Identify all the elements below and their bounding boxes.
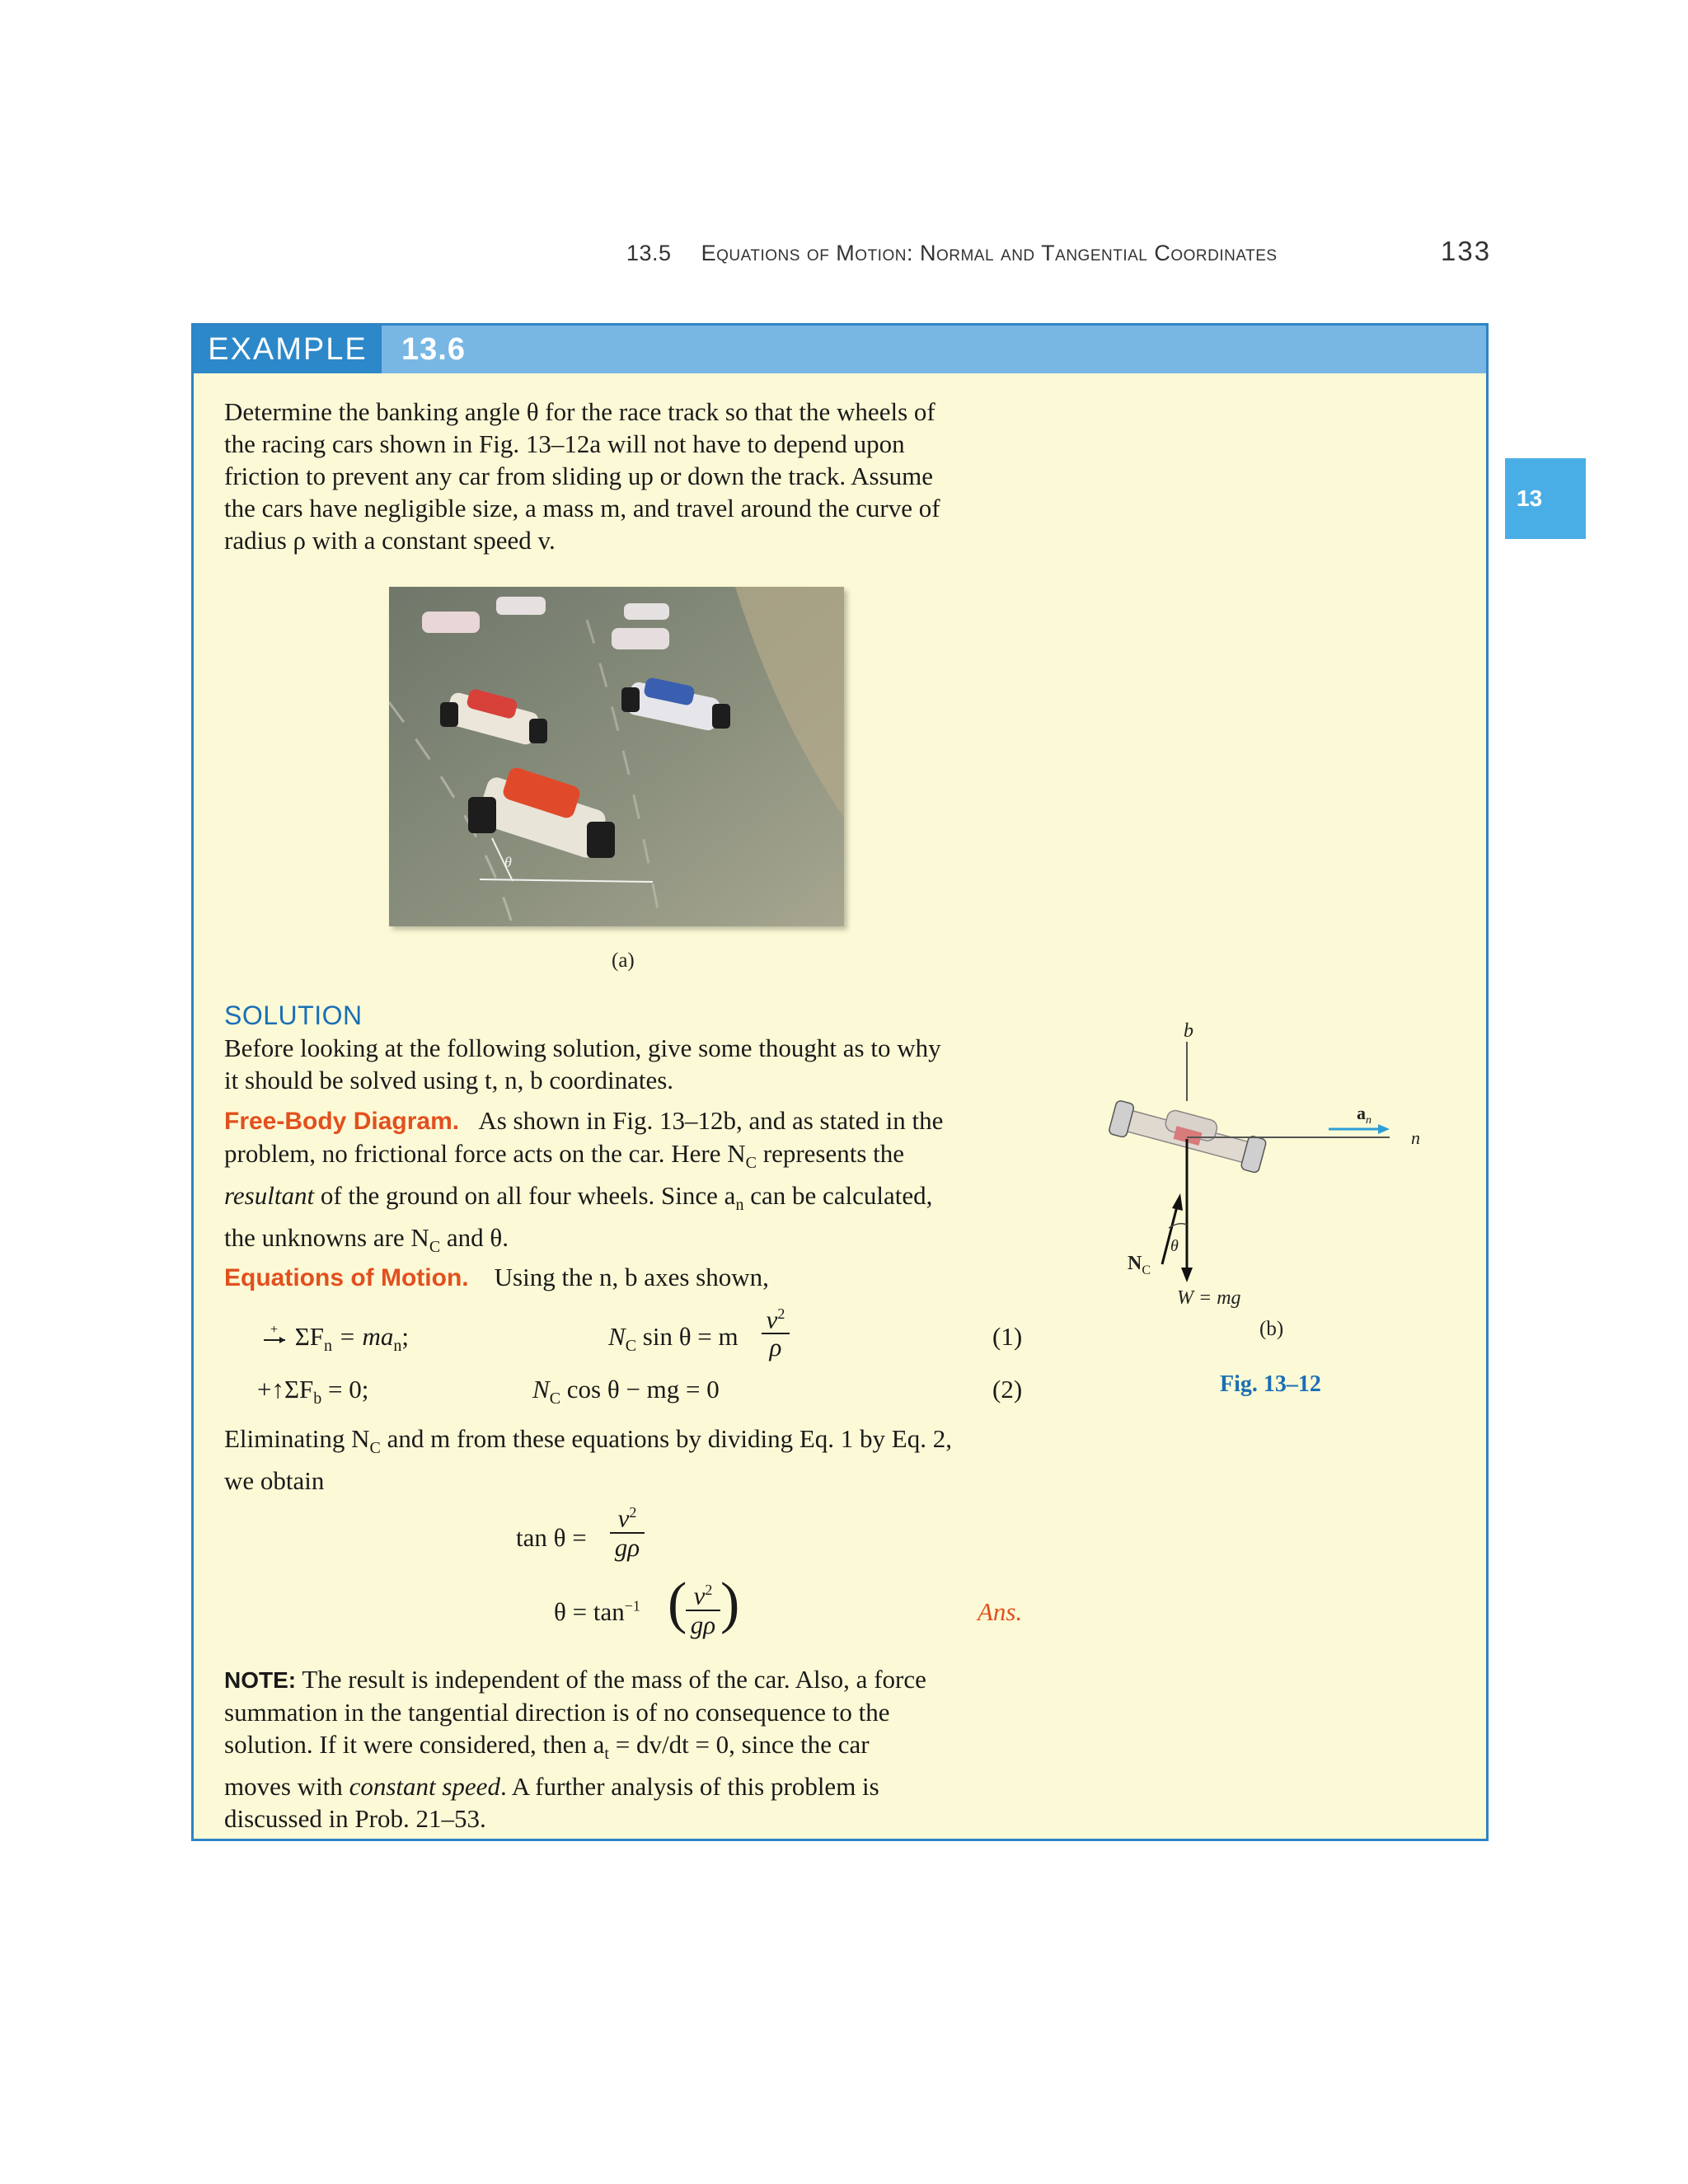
solution-intro-line: Before looking at the following solution, give some thought as to why	[224, 1033, 941, 1062]
tan-superscript: 2	[629, 1504, 637, 1521]
diagram-b-caption: (b)	[1259, 1318, 1284, 1340]
tan-theta-fraction	[610, 1498, 645, 1562]
problem-line: the cars have negligible size, a mass m, and travel around the curve of	[224, 494, 940, 523]
eliminate-text: and m from these equations by dividing Eq. 1 by Eq. 2,	[380, 1424, 952, 1453]
eq1-left-rest-sub: n	[393, 1337, 402, 1356]
right-paren: )	[720, 1572, 740, 1635]
note-text: discussed in Prob. 21–53.	[224, 1804, 486, 1834]
an-arrowhead	[1378, 1124, 1390, 1134]
running-head	[626, 241, 1278, 266]
eq1-right-rest: sin θ = m	[636, 1322, 738, 1351]
note-text: summation in the tangential direction is of no consequence to the	[224, 1698, 890, 1727]
tan-theta-lhs: tan θ =	[516, 1523, 587, 1552]
theta-superscript: −1	[624, 1597, 640, 1615]
page-number: 133	[1441, 236, 1492, 266]
theta-denominator: gρ	[690, 1610, 716, 1640]
eq1-right-sub: C	[625, 1337, 637, 1356]
solution-intro-line: it should be solved using t, n, b coordinates.	[224, 1066, 674, 1094]
answer-label: Ans.	[978, 1597, 1023, 1626]
theta-lhs	[554, 1597, 640, 1627]
left-paren: (	[668, 1572, 687, 1635]
eq1-left-rest: = ma	[332, 1322, 394, 1351]
theta-label: θ	[1170, 1237, 1179, 1255]
fbd-text: As shown in Fig. 13–12b, and as stated in the	[478, 1106, 944, 1135]
normal-force-arrowhead	[1172, 1193, 1183, 1211]
n-axis-label: n	[1411, 1127, 1420, 1148]
note-text: solution. If it were considered, then a	[224, 1730, 605, 1759]
tan-denominator: gρ	[614, 1533, 640, 1563]
note-sub: t	[604, 1745, 609, 1764]
weight-label: W = mg	[1177, 1287, 1241, 1309]
problem-statement	[224, 396, 1025, 556]
elimination-paragraph	[224, 1422, 1025, 1497]
eliminate-sub: C	[369, 1439, 381, 1458]
theta-lhs-text: θ = tan	[554, 1597, 625, 1626]
solution-heading: SOLUTION	[224, 1001, 363, 1030]
solution-intro	[224, 1032, 1025, 1096]
figure-caption: Fig. 13–12	[1220, 1371, 1321, 1397]
free-body-paragraph: Free-Body Diagram. As shown in Fig. 13–12b, and as stated in the problem, no frictional force acts on the car. Here $N_C$ represents the resultant of the ground on all four wheels. Since $a_n$ can be calculated, the unknowns are $N_C$ and θ.	[224, 1106, 944, 1257]
example-header	[194, 326, 1486, 373]
chapter-tab[interactable]: 13	[1505, 458, 1586, 539]
normal-force-vector	[1162, 1207, 1177, 1264]
eq1-right-text: N	[608, 1322, 626, 1351]
fbd-text: of the ground on all four wheels. Since a	[314, 1181, 736, 1211]
photo-caption: (a)	[612, 949, 635, 972]
eq1-numerator: v	[766, 1305, 778, 1334]
eq2-right-rest: cos θ − mg = 0	[560, 1375, 720, 1404]
nc-label: $N_C$	[1128, 1253, 1151, 1277]
equation-2-left	[257, 1375, 368, 1408]
eq1-sep: ;	[401, 1322, 409, 1351]
equation-1-fraction	[762, 1301, 790, 1361]
problem-line: Determine the banking angle θ for the race track so that the wheels of	[224, 397, 935, 426]
eliminate-text: we obtain	[224, 1466, 325, 1496]
eq2-right-sub: C	[549, 1390, 561, 1408]
eq2-left-sub: b	[313, 1390, 322, 1408]
section-title: Equations of Motion: Normal and Tangential Coordinates	[701, 241, 1278, 265]
theta-numerator: v	[693, 1581, 706, 1610]
note-text: moves with	[224, 1772, 343, 1802]
an-label: $a_n$	[1357, 1103, 1372, 1127]
problem-line: friction to prevent any car from sliding up or down the track. Assume	[224, 462, 934, 490]
theta-fraction	[686, 1576, 720, 1639]
race-track-photo	[389, 587, 844, 926]
car-front-view	[1109, 1095, 1268, 1174]
equation-1-tag: (1)	[992, 1322, 1023, 1351]
eq2-right-text: N	[532, 1375, 550, 1404]
fbd-text: the unknowns are N	[224, 1223, 429, 1253]
fbd-text: can be calculated,	[743, 1181, 933, 1211]
equations-of-motion-paragraph	[224, 1261, 1025, 1294]
note-text: . A further analysis of this problem is	[499, 1772, 879, 1802]
fbd-text: represents the	[757, 1139, 905, 1168]
equation-1-right	[608, 1322, 738, 1356]
free-body-diagram	[1104, 1005, 1451, 1352]
fbd-heading: Free-Body Diagram.	[224, 1108, 460, 1135]
section-number: 13.5	[626, 241, 672, 265]
note-text: The result is independent of the mass of the car. Also, a force	[302, 1665, 926, 1694]
eq1-left-text: ΣF	[294, 1322, 325, 1351]
eom-heading: Equations of Motion.	[224, 1264, 469, 1291]
eom-text: Using the n, b axes shown,	[494, 1263, 769, 1291]
note-text: = dv/dt = 0, since the car	[608, 1730, 870, 1759]
problem-line: radius ρ with a constant speed v.	[224, 526, 556, 555]
race-track-photo-drawing	[389, 587, 844, 926]
svg-text:+: +	[270, 1324, 279, 1337]
example-number: 13.6	[401, 332, 466, 367]
note-emphasis: constant speed	[349, 1772, 500, 1802]
eliminate-text: Eliminating N	[224, 1424, 370, 1453]
fbd-text-emphasis: resultant	[224, 1181, 315, 1211]
fbd-text: and θ.	[440, 1223, 509, 1253]
tan-numerator: v	[617, 1503, 630, 1533]
positive-direction-arrow-icon	[262, 1324, 288, 1350]
equation-2-tag: (2)	[992, 1375, 1023, 1404]
eq2-left-text: +↑ΣF	[257, 1375, 314, 1404]
fbd-text: problem, no frictional force acts on the car. Here N	[224, 1139, 746, 1168]
eq2-left-rest: = 0;	[321, 1375, 369, 1404]
equation-1-left	[262, 1322, 409, 1356]
note-paragraph	[224, 1663, 1025, 1835]
weight-arrowhead	[1181, 1268, 1193, 1282]
equation-2-right	[532, 1375, 720, 1408]
photo-theta-label: θ	[504, 854, 512, 870]
eq1-superscript: 2	[777, 1305, 785, 1322]
example-label: EXAMPLE	[194, 326, 382, 373]
problem-line: the racing cars shown in Fig. 13–12a will not have to depend upon	[224, 429, 905, 458]
note-label: NOTE:	[224, 1667, 297, 1693]
eq1-denominator: ρ	[769, 1333, 782, 1362]
eq1-left-sub: n	[324, 1337, 333, 1356]
b-axis-label: b	[1184, 1020, 1193, 1042]
theta-num-superscript: 2	[705, 1582, 713, 1598]
